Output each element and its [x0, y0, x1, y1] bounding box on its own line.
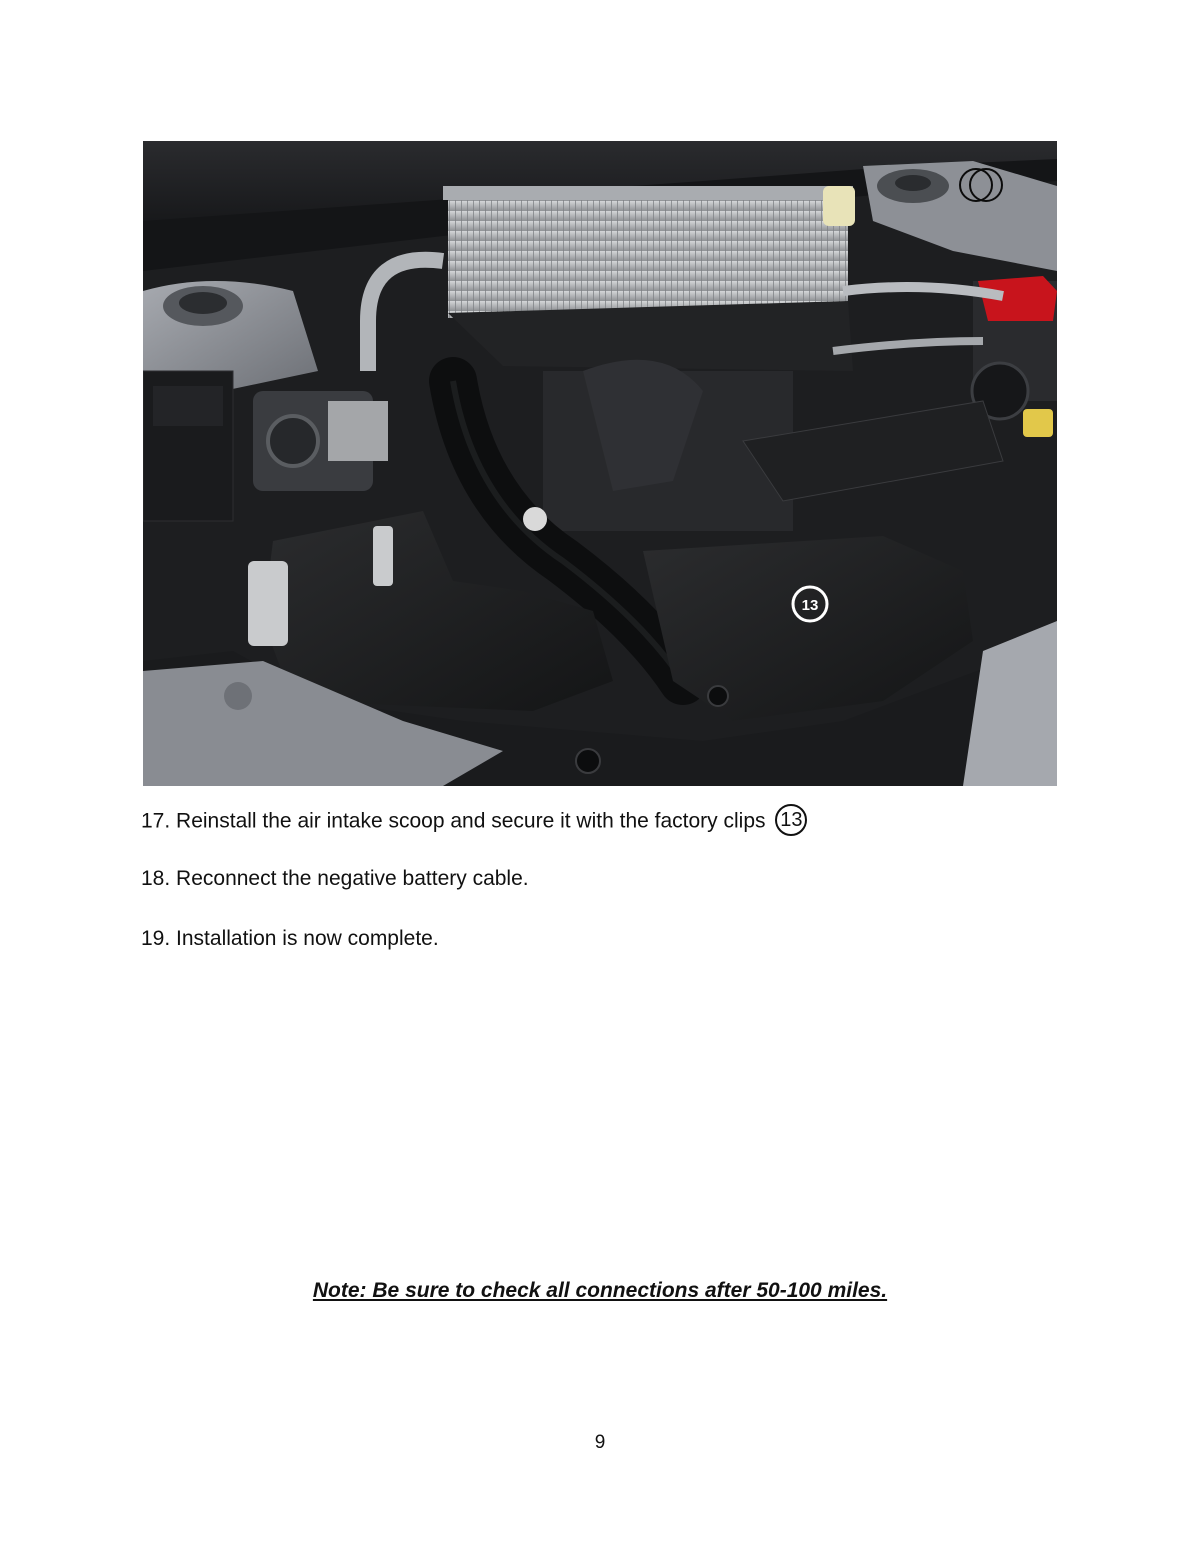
step-text: Reinstall the air intake scoop and secure it with the factory clips [176, 809, 766, 833]
photo-callout-13: 13 [801, 597, 819, 614]
step-number: 17. [141, 809, 171, 833]
page-number: 9 [594, 1432, 606, 1453]
step-number: 19. [141, 927, 171, 950]
callout-13: 13 [775, 804, 807, 836]
step-17 [141, 806, 807, 838]
step-text: Reconnect the negative battery cable. [176, 867, 529, 890]
note: Note: Be sure to check all connections after 50-100 miles. [312, 1279, 888, 1302]
step-number: 18. [141, 867, 171, 890]
step-18 [141, 866, 529, 892]
step-text: Installation is now complete. [176, 927, 439, 950]
engine-bay-photo [143, 141, 1057, 786]
step-19 [141, 926, 439, 952]
